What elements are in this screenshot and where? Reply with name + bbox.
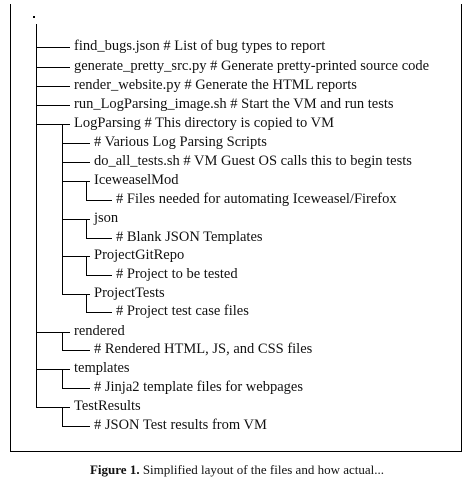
tree-trunk-line <box>86 294 87 312</box>
tree-branch-line <box>62 426 90 427</box>
caption-label: Figure 1. <box>89 462 140 477</box>
tree-trunk-line <box>86 219 87 238</box>
tree-entry-label: # Various Log Parsing Scripts <box>94 134 267 150</box>
tree-entry-label: # Jinja2 template files for webpages <box>94 379 303 395</box>
tree-branch-line <box>62 294 90 295</box>
tree-trunk-line <box>62 124 63 294</box>
tree-trunk-line <box>62 332 63 350</box>
tree-trunk-line <box>86 181 87 200</box>
tree-entry-label: ProjectTests <box>94 285 165 301</box>
tree-branch-line <box>62 219 90 220</box>
tree-entry-label: generate_pretty_src.py # Generate pretty-printed source code <box>74 58 430 74</box>
tree-branch-line <box>36 86 70 87</box>
tree-branch-line <box>62 388 90 389</box>
tree-branch-line <box>36 369 70 370</box>
tree-branch-line <box>62 181 90 182</box>
tree-entry-label: ProjectGitRepo <box>94 247 185 263</box>
tree-branch-line <box>62 256 90 257</box>
tree-entry-label: rendered <box>74 323 125 339</box>
tree-branch-line <box>86 238 112 239</box>
tree-entry-label: # Project to be tested <box>116 266 238 282</box>
tree-entry-label: # Files needed for automating Iceweasel/Firefox <box>116 191 397 207</box>
tree-entry-label: # Blank JSON Templates <box>116 229 263 245</box>
tree-branch-line <box>62 350 90 351</box>
tree-entry-label: # Project test case files <box>116 303 249 319</box>
tree-branch-line <box>36 67 70 68</box>
tree-entry-label: render_website.py # Generate the HTML reports <box>74 77 357 93</box>
tree-branch-line <box>36 124 70 125</box>
tree-entry-label: LogParsing # This directory is copied to VM <box>74 115 335 131</box>
tree-entry-label: templates <box>74 360 130 376</box>
tree-branch-line <box>36 105 70 106</box>
tree-branch-line <box>62 162 90 163</box>
tree-branch-line <box>86 200 112 201</box>
tree-entry-label: TestResults <box>74 398 141 414</box>
caption-text: Simplified layout of the files and how actual... <box>139 462 384 477</box>
tree-root-dot <box>33 16 35 18</box>
tree-entry-label: run_LogParsing_image.sh # Start the VM and run tests <box>74 96 394 112</box>
tree-entry-label: # JSON Test results from VM <box>94 417 267 433</box>
tree-branch-line <box>62 143 90 144</box>
tree-branch-line <box>86 275 112 276</box>
tree-entry-label: find_bugs.json # List of bug types to report <box>74 38 326 54</box>
tree-trunk-line <box>36 24 37 407</box>
tree-branch-line <box>36 407 70 408</box>
tree-trunk-line <box>86 256 87 275</box>
tree-branch-line <box>36 332 70 333</box>
tree-branch-line <box>36 47 70 48</box>
tree-entry-label: # Rendered HTML, JS, and CSS files <box>94 341 313 357</box>
tree-trunk-line <box>62 369 63 388</box>
tree-entry-label: do_all_tests.sh # VM Guest OS calls this to begin tests <box>94 153 412 169</box>
tree-entry-label: IceweaselMod <box>94 172 179 188</box>
tree-branch-line <box>86 312 112 313</box>
tree-entry-label: json <box>94 210 119 226</box>
tree-trunk-line <box>62 407 63 426</box>
